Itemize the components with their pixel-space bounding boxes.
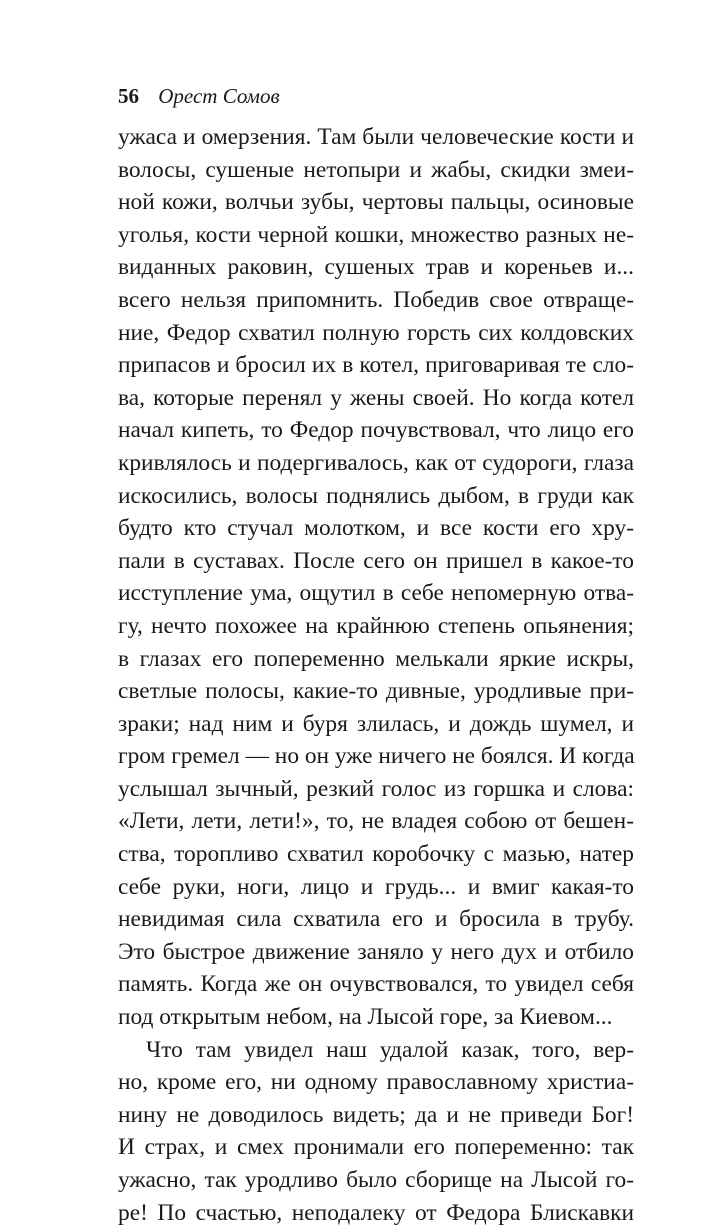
text-line: «Лети, лети, лети!», то, не владея собою от бешен- (118, 808, 634, 835)
text-line: уголья, кости черной кошки, множество разных не- (118, 221, 634, 248)
text-line: ной кожи, волчьи зубы, чертовы пальцы, осиновые (118, 189, 634, 216)
text-line: невидимая сила схватила его и бросила в трубу. (118, 906, 634, 933)
text-line: ние, Федор схватил полную горсть сих колдовских (118, 319, 634, 346)
page-number: 56 (118, 84, 139, 108)
text-line: пали в суставах. После сего он пришел в какое-то (118, 547, 634, 574)
text-line: И страх, и смех пронимали его попеременно: так (118, 1134, 634, 1161)
running-title: Орест Сомов (158, 84, 280, 108)
text-line: зраки; над ним и буря злилась, и дождь шумел, и (118, 710, 634, 737)
text-line: ства, торопливо схватил коробочку с мазью, натер (118, 841, 634, 868)
text-line: Что там увидел наш удалой казак, того, вер- (146, 1036, 634, 1063)
paragraph (118, 121, 634, 1034)
text-line: но, кроме его, ни одному православному христиа- (118, 1069, 634, 1096)
text-line: ре! По счастью, неподалеку от Федора Блискавки (118, 1199, 634, 1226)
text-line: память. Когда же он очувствовался, то увидел себя (118, 971, 634, 998)
text-line: исступление ума, ощутил в себе непомерную отва- (118, 580, 634, 607)
text-line: всего нельзя припомнить. Победив свое отвраще- (118, 286, 634, 313)
text-line: ва, которые перенял у жены своей. Но когда котел (118, 384, 634, 411)
text-line: волосы, сушеные нетопыри и жабы, скидки змеи- (118, 156, 634, 183)
text-line: виданных раковин, сушеных трав и кореньев и... (118, 254, 634, 281)
text-line: услышал зычный, резкий голос из горшка и слова: (118, 775, 634, 802)
text-line: под открытым небом, на Лысой горе, за Киевом... (118, 1004, 613, 1031)
text-line: Это быстрое движение заняло у него дух и отбило (118, 938, 634, 965)
text-line: ужаса и омерзения. Там были человеческие кости и (118, 124, 634, 150)
body-text (118, 121, 634, 1229)
text-line: гу, нечто похожее на крайнюю степень опьянения; (118, 612, 634, 639)
running-header (118, 82, 280, 110)
text-line: в глазах его попеременно мелькали яркие искры, (118, 645, 634, 672)
text-line: гром гремел — но он уже ничего не боялся. И когда (118, 743, 635, 770)
paragraph (118, 1034, 634, 1229)
text-line: себе руки, ноги, лицо и грудь... и вмиг какая-то (118, 873, 634, 900)
text-line: начал кипеть, то Федор почувствовал, что лицо его (118, 417, 634, 444)
text-line: будто кто стучал молотком, и все кости его хру- (118, 515, 634, 542)
text-line: светлые полосы, какие-то дивные, уродливые при- (118, 678, 634, 705)
text-line: ужасно, так уродливо было сборище на Лысой го- (118, 1167, 634, 1193)
text-line: нину не доводилось видеть; да и не приведи Бог! (118, 1101, 634, 1128)
text-line: кривлялось и подергивалось, как от судороги, глаза (118, 449, 634, 476)
text-line: припасов и бросил их в котел, приговаривая те сло- (118, 352, 634, 379)
text-line: искосились, волосы поднялись дыбом, в груди как (118, 482, 634, 509)
